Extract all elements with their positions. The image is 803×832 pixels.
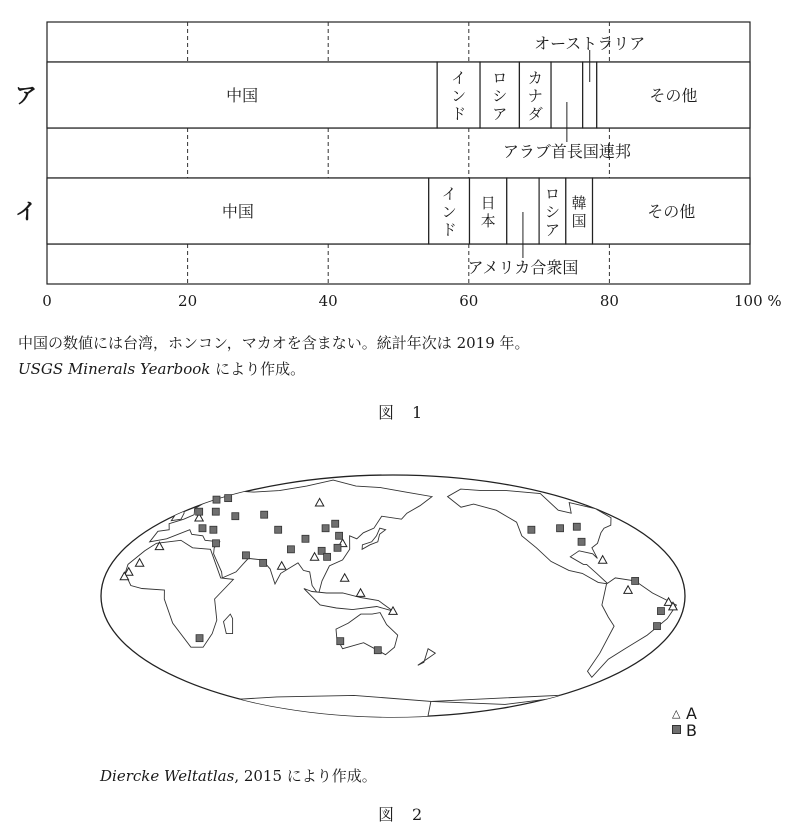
marker-b-8 bbox=[275, 526, 282, 533]
marker-b-18 bbox=[324, 553, 331, 560]
marker-b-12 bbox=[322, 525, 329, 532]
axis-tick-label-0: 0 bbox=[42, 292, 52, 310]
marker-b-26 bbox=[653, 623, 660, 630]
segment-label-i-1-1: ン bbox=[441, 203, 457, 221]
axis-tick-label-20: 20 bbox=[178, 292, 198, 310]
marker-b-27 bbox=[337, 638, 344, 645]
segment-label-a-2-0: ロ bbox=[492, 69, 508, 87]
segment-label-a-1-2: ド bbox=[451, 105, 467, 123]
segment-label-a-3-0: カ bbox=[527, 69, 543, 87]
callout-label-uae: アラブ首長国連邦 bbox=[502, 142, 631, 161]
marker-b-19 bbox=[260, 559, 267, 566]
marker-b-17 bbox=[336, 532, 343, 539]
legend-label-b: B bbox=[686, 721, 697, 740]
figure-2-caption: 図 2 bbox=[378, 805, 424, 824]
axis-tick-label-40: 40 bbox=[318, 292, 338, 310]
segment-label-a-3-2: ダ bbox=[527, 105, 543, 123]
marker-b-10 bbox=[242, 552, 249, 559]
marker-b-6 bbox=[199, 525, 206, 532]
axis-tick-label-100: 100 % bbox=[734, 292, 782, 310]
row-label-a: ア bbox=[14, 84, 38, 109]
figure-1-stacked-bar-chart bbox=[0, 0, 803, 330]
marker-b-2 bbox=[196, 508, 203, 515]
segment-label-a-3-1: ナ bbox=[527, 87, 543, 105]
square-icon bbox=[672, 724, 686, 737]
marker-b-28 bbox=[374, 647, 381, 654]
marker-b-1 bbox=[225, 495, 232, 502]
segment-label-a-2-2: ア bbox=[492, 105, 508, 123]
triangle-icon: △ bbox=[672, 707, 681, 720]
marker-b-5 bbox=[261, 511, 268, 518]
segment-label-i-5-0: 韓 bbox=[571, 194, 587, 212]
marker-b-7 bbox=[210, 526, 217, 533]
marker-b-4 bbox=[232, 513, 239, 520]
marker-b-11 bbox=[287, 546, 294, 553]
axis-tick-label-60: 60 bbox=[459, 292, 479, 310]
map-legend bbox=[672, 705, 697, 739]
note-statistics: 中国の数値には台湾，ホンコン，マカオを含まない。統計年次は 2019 年。 bbox=[18, 334, 530, 352]
legend-item-b bbox=[672, 722, 697, 739]
marker-b-14 bbox=[302, 535, 309, 542]
segment-label-a-6: その他 bbox=[649, 86, 698, 105]
segment-label-i-1-0: イ bbox=[441, 185, 457, 203]
marker-b-13 bbox=[332, 520, 339, 527]
axis-tick-label-80: 80 bbox=[599, 292, 619, 310]
marker-b-0 bbox=[213, 496, 220, 503]
source-suffix-2: , 2015 により作成。 bbox=[234, 767, 377, 785]
row-label-i: イ bbox=[14, 200, 38, 225]
figure-1-caption: 図 1 bbox=[378, 403, 424, 422]
legend-label-a: A bbox=[686, 704, 697, 723]
marker-b-23 bbox=[578, 538, 585, 545]
segment-label-a-2-1: シ bbox=[492, 87, 508, 105]
segment-label-i-1-2: ド bbox=[441, 221, 457, 239]
land-greenland-2 bbox=[574, 473, 619, 506]
marker-b-21 bbox=[557, 525, 564, 532]
segment-label-i-4-0: ロ bbox=[544, 185, 560, 203]
segment-label-i-4-1: シ bbox=[544, 203, 560, 221]
segment-label-i-6: その他 bbox=[647, 202, 696, 221]
callout-label-usa: アメリカ合衆国 bbox=[467, 258, 579, 277]
chart-frame bbox=[47, 22, 750, 284]
marker-b-9 bbox=[212, 540, 219, 547]
marker-b-16 bbox=[334, 544, 341, 551]
marker-b-3 bbox=[212, 508, 219, 515]
note-source-1 bbox=[18, 358, 305, 379]
segment-label-i-5-1: 国 bbox=[571, 212, 587, 230]
marker-b-20 bbox=[528, 526, 535, 533]
source-title-2: Diercke Weltatlas bbox=[100, 767, 235, 785]
note-source-2 bbox=[100, 765, 377, 786]
segment-label-a-1-0: イ bbox=[451, 69, 467, 87]
source-suffix-1: により作成。 bbox=[210, 360, 306, 378]
marker-b-22 bbox=[573, 523, 580, 530]
segment-label-i-2-0: 日 bbox=[480, 194, 496, 212]
segment-label-a-1-1: ン bbox=[451, 87, 467, 105]
segment-label-i-0: 中国 bbox=[221, 202, 254, 221]
marker-b-24 bbox=[632, 577, 639, 584]
callout-label-australia: オーストラリア bbox=[534, 34, 646, 53]
segment-label-i-4-2: ア bbox=[544, 221, 560, 239]
marker-b-25 bbox=[657, 608, 664, 615]
marker-b-29 bbox=[196, 635, 203, 642]
legend-item-a bbox=[672, 705, 697, 722]
segment-label-a-0: 中国 bbox=[226, 86, 259, 105]
segment-label-i-2-1: 本 bbox=[480, 212, 496, 230]
source-title-1: USGS Minerals Yearbook bbox=[18, 360, 211, 378]
